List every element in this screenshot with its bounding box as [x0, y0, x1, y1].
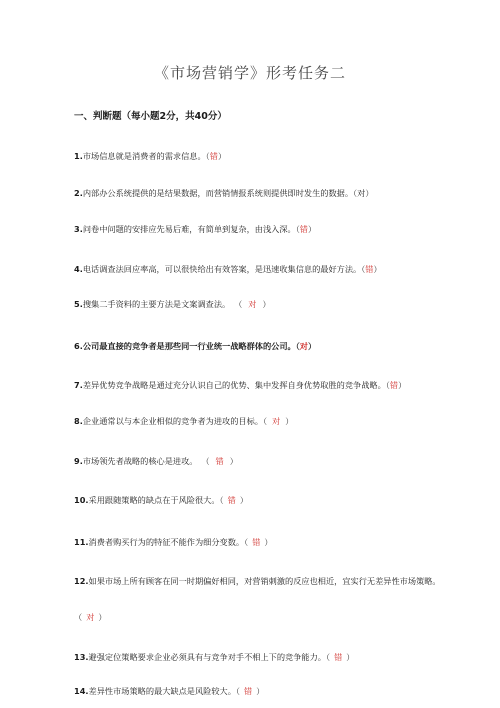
question-7	[74, 379, 406, 391]
paren-open: （	[235, 686, 240, 696]
answer: 错	[365, 264, 374, 274]
answer: 错	[215, 456, 224, 466]
paren-open: （	[295, 224, 300, 234]
question-number: 1.	[74, 151, 83, 161]
question-10	[74, 494, 248, 506]
paren-close: ）	[398, 380, 407, 390]
answer: 对	[299, 341, 308, 351]
paren-open: （	[219, 495, 224, 505]
question-11	[74, 536, 273, 548]
answer: 错	[334, 652, 343, 662]
paren-close: ）	[373, 264, 382, 274]
answer: 错	[227, 495, 236, 505]
paren-open: （	[238, 299, 243, 309]
paren-close: ）	[239, 495, 249, 505]
paren-open: （	[205, 456, 210, 466]
paren-close: ）	[262, 299, 271, 309]
question-number: 12.	[74, 576, 89, 586]
answer: 错	[244, 686, 253, 696]
paren-open: （	[385, 380, 390, 390]
question-text: 问卷中问题的安排应先易后难，有简单到复杂，由浅入深。	[82, 224, 296, 234]
question-1	[74, 150, 226, 162]
paren-close: ）	[285, 416, 294, 426]
question-text: 市场信息就是消费者的需求信息。	[82, 151, 206, 161]
paren-close: ）	[308, 224, 317, 234]
question-8	[74, 415, 293, 427]
answer: 错	[299, 224, 308, 234]
question-text: 避强定位策略要求企业必须具有与竞争对手不相上下的竞争能力。	[88, 652, 326, 662]
answer: 错	[252, 537, 261, 547]
answer: 对	[272, 416, 281, 426]
answer: 对	[86, 612, 95, 622]
question-number: 2.	[74, 188, 83, 198]
paren-open: （	[325, 652, 331, 662]
paren-close: ）	[264, 537, 273, 547]
question-number: 8.	[74, 416, 83, 426]
question-text: 差异性市场策略的最大缺点是风险较大。	[88, 686, 236, 696]
answer: 对	[357, 188, 366, 198]
question-text: 差异优势竞争战略是通过充分认识自己的优势、集中发挥自身优势取胜的竞争战略。	[82, 380, 386, 390]
question-text: 采用跟随策略的缺点在于风险很大。	[88, 495, 220, 505]
answer: 错	[389, 380, 399, 390]
paren-open: （	[262, 416, 268, 426]
section-heading: 一、判断题（每小题2分，共40分）	[74, 111, 227, 122]
question-9	[74, 455, 238, 467]
question-12	[74, 575, 441, 587]
question-text: 搜集二手资料的主要方法是文案调查法。	[82, 299, 231, 309]
paren-close: ）	[229, 456, 238, 466]
question-3	[74, 223, 316, 235]
paren-close: ）	[346, 652, 355, 662]
answer: 错	[209, 151, 218, 161]
paren-close: ）	[256, 686, 265, 696]
answer: 对	[248, 299, 257, 309]
question-text: 内部办公系统提供的是结果数据，而营销情报系统则提供即时发生的数据。	[82, 188, 354, 198]
question-text: 消费者购买行为的特征不能作为细分变数。	[88, 537, 245, 547]
question-4	[74, 263, 382, 275]
question-6	[74, 340, 316, 352]
paren-close: ）	[308, 341, 317, 351]
paren-open: （	[295, 341, 300, 351]
paren-open: （	[205, 151, 210, 161]
question-number: 9.	[74, 456, 83, 466]
question-number: 4.	[74, 264, 83, 274]
paren-open: （	[361, 264, 366, 274]
question-number: 13.	[74, 652, 89, 662]
paren-close: ）	[217, 151, 227, 161]
question-text: 市场领先者战略的核心是进攻。	[82, 456, 198, 466]
question-2	[74, 187, 374, 199]
question-5	[74, 298, 271, 310]
question-number: 5.	[74, 299, 83, 309]
paren-open: （	[244, 537, 249, 547]
question-number: 14.	[74, 686, 89, 696]
paren-open: （	[353, 188, 358, 198]
question-text: 如果市场上所有顾客在同一时期偏好相同，对营销刺激的反应也相近，宜实行无差异性市场策略。	[88, 576, 441, 586]
question-number: 6.	[74, 341, 83, 351]
question-number: 10.	[74, 495, 89, 505]
question-13	[74, 651, 354, 663]
paren-open: （	[74, 612, 83, 622]
question-12-answer-line	[74, 611, 107, 623]
page-title: 《市场营销学》形考任务二	[153, 64, 346, 82]
question-number: 11.	[74, 537, 89, 547]
paren-close: ）	[98, 612, 107, 622]
paren-close: ）	[365, 188, 374, 198]
question-text: 电话调查法回应率高，可以很快给出有效答案，是迅速收集信息的最好方法。	[82, 264, 362, 274]
question-14	[74, 685, 264, 697]
question-text: 公司最直接的竞争者是那些同一行业统一战略群体的公司。	[82, 341, 296, 351]
question-number: 7.	[74, 380, 83, 390]
question-number: 3.	[74, 224, 83, 234]
question-text: 企业通常以与本企业相似的竞争者为进攻的目标。	[82, 416, 263, 426]
